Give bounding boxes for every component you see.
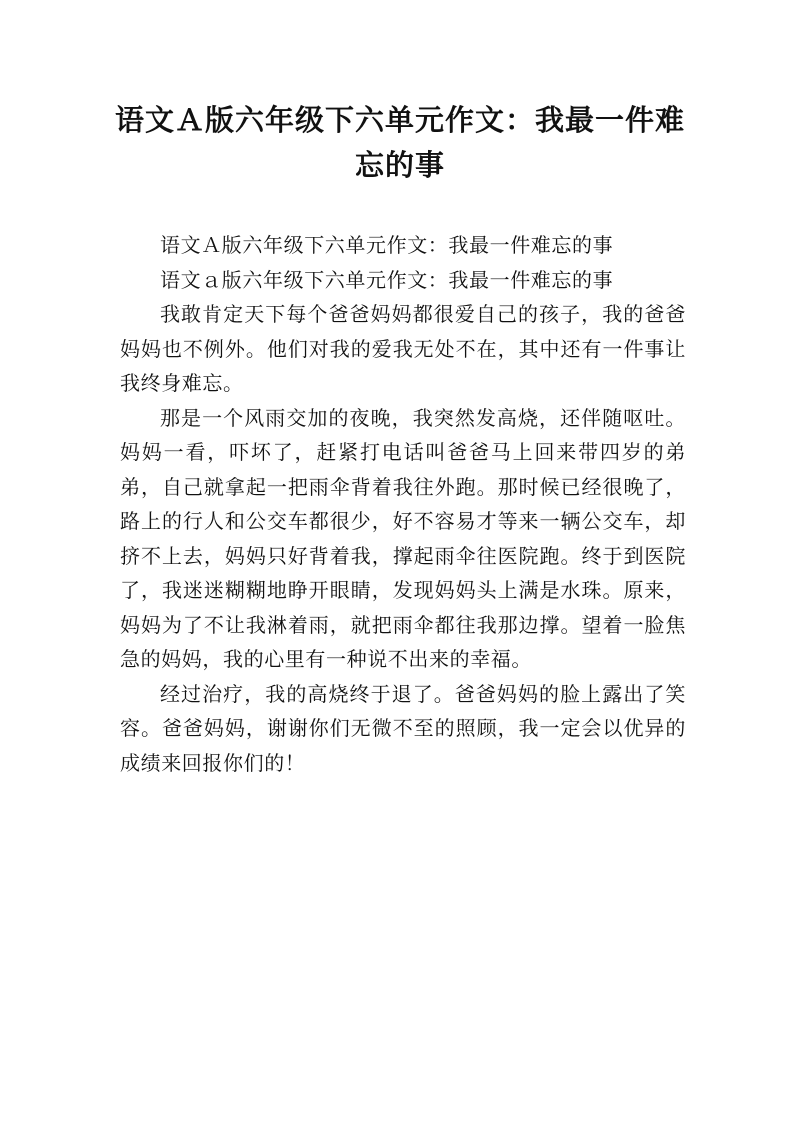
document-body [120,228,686,780]
paragraph-heading-repeat-1: 语文Ａ版六年级下六单元作文：我最一件难忘的事 [160,233,614,257]
paragraph-story: 那是一个风雨交加的夜晚，我突然发高烧，还伴随呕吐。妈妈一看，吓坏了，赶紧打电话叫爸爸马上回来带四岁的弟弟，自己就拿起一把雨伞背着我往外跑。那时候已经很晚了，路上的行人和公交车都很少，好不容易才等来一辆公交车，却挤不上去，妈妈只好背着我，撑起雨伞往医院跑。终于到医院了，我迷迷糊糊地睁开眼睛，发现妈妈头上满是水珠。原来，妈妈为了不让我淋着雨，就把雨伞都往我那边撑。望着一脸焦急的妈妈，我的心里有一种说不出来的幸福。 [120,405,686,671]
paragraph-intro: 我敢肯定天下每个爸爸妈妈都很爱自己的孩子，我的爸爸妈妈也不例外。他们对我的爱我无处不在，其中还有一件事让我终身难忘。 [120,302,686,395]
paragraph-conclusion: 经过治疗，我的高烧终于退了。爸爸妈妈的脸上露出了笑容。爸爸妈妈，谢谢你们无微不至的照顾，我一定会以优异的成绩来回报你们的！ [120,681,686,775]
document-title: 语文Ａ版六年级下六单元作文：我最一件难忘的事 [114,103,685,182]
paragraph-heading-repeat-2: 语文ａ版六年级下六单元作文：我最一件难忘的事 [160,267,614,292]
